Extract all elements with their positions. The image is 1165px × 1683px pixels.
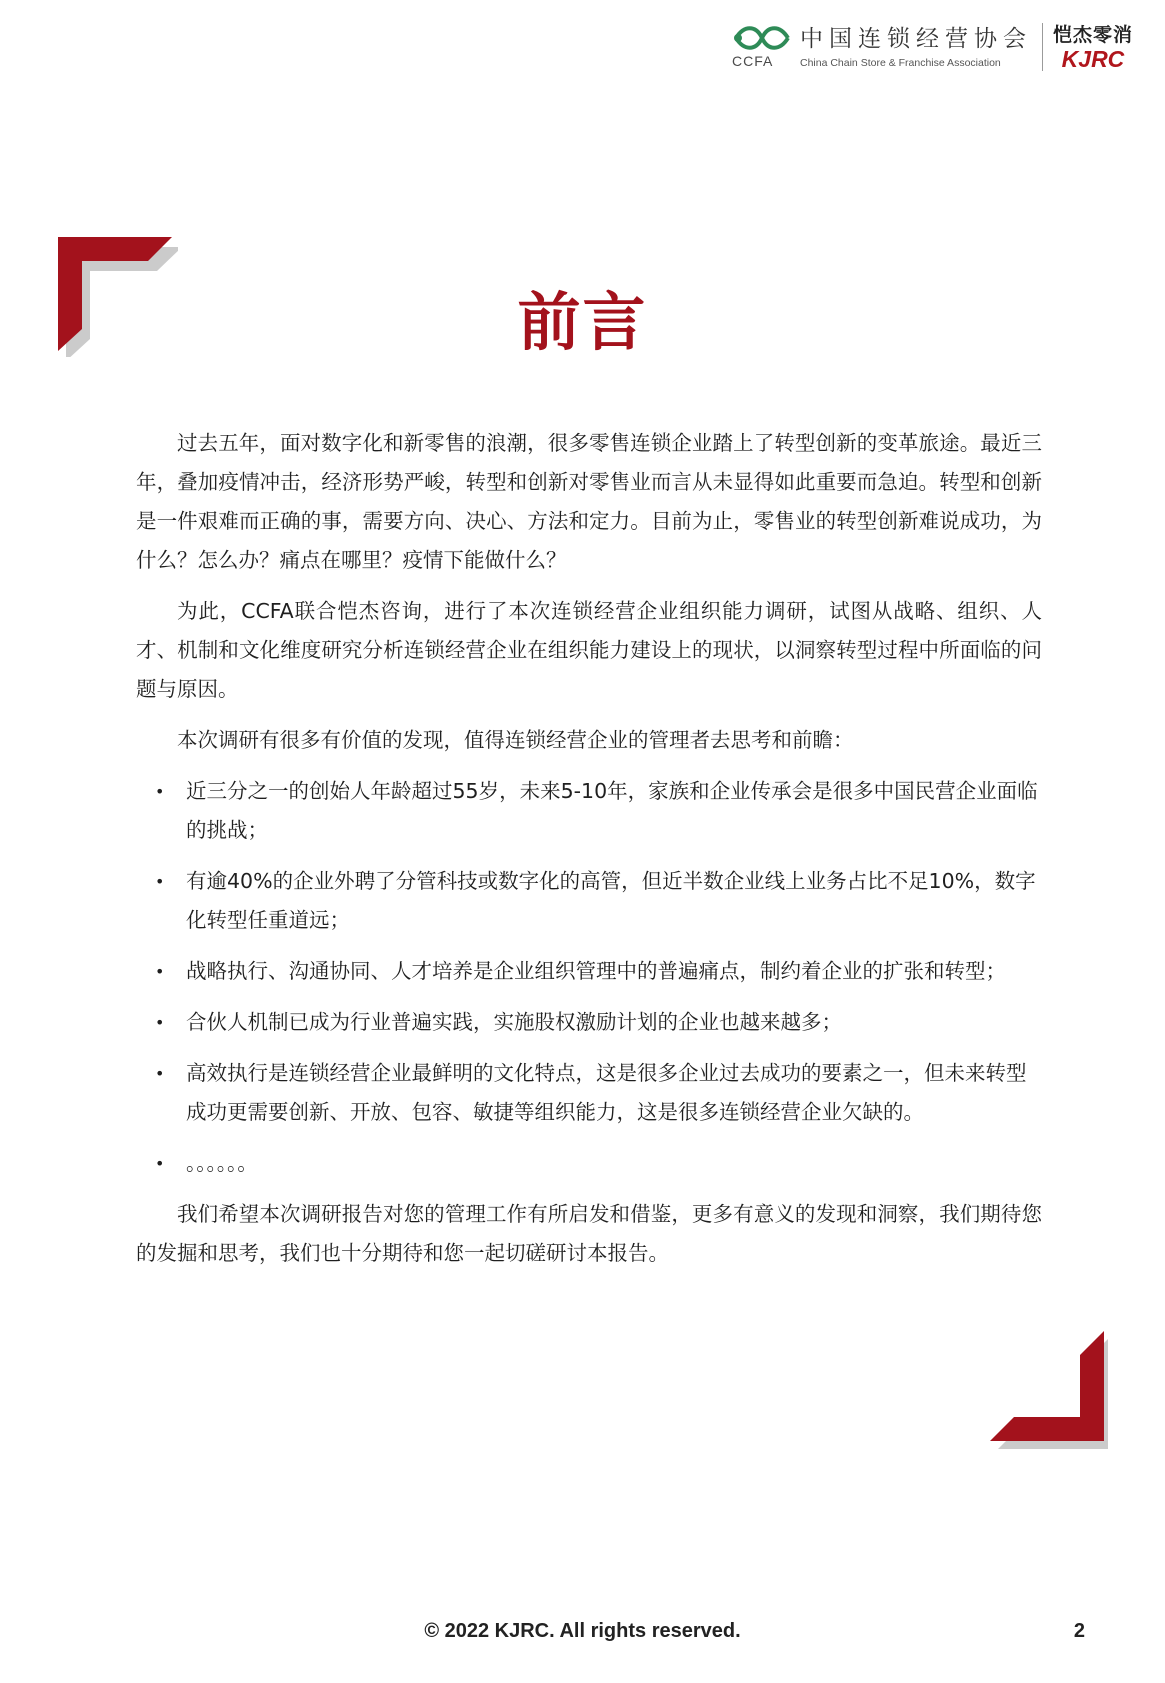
bullet-icon: • [155, 1154, 165, 1173]
logo-divider [1042, 23, 1043, 71]
list-item [136, 862, 1042, 940]
ccfa-name-cn: 中国连锁经营协会 [799, 26, 1032, 52]
ccfa-logo [730, 21, 794, 73]
findings-list [136, 772, 1042, 1183]
list-item [136, 772, 1042, 850]
list-item-text: 。。。。。。 [186, 1151, 258, 1175]
ccfa-emblem-icon [730, 21, 794, 55]
list-item [136, 952, 1042, 991]
closing-paragraph: 我们希望本次调研报告对您的管理工作有所启发和借鉴，更多有意义的发现和洞察，我们期待您的发掘和思考，我们也十分期待和您一起切磋研讨本报告。 [136, 1202, 1042, 1265]
ccfa-abbr: CCFA [731, 53, 774, 69]
intro-paragraph-1: 过去五年，面对数字化和新零售的浪潮，很多零售连锁企业踏上了转型创新的变革旅途。最近三年，叠加疫情冲击，经济形势严峻，转型和创新对零售业而言从未显得如此重要而急迫。转型和创新是一件艰难而正确的事，需要方向、决心、方法和定力。目前为止，零售业的转型创新难说成功，为什么？怎么办？痛点在哪里？疫情下能做什么？ [136, 431, 1042, 572]
page-title: 前言 [517, 286, 648, 359]
bullet-icon: • [155, 1013, 165, 1032]
bullet-icon: • [155, 782, 165, 801]
footer-copyright: © 2022 KJRC. All rights reserved. [424, 1620, 741, 1642]
list-item-text: 战略执行、沟通协同、人才培养是企业组织管理中的普遍痛点，制约着企业的扩张和转型； [186, 959, 1006, 983]
list-item-text: 近三分之一的创始人年龄超过55岁，未来5-10年，家族和企业传承会是很多中国民营企业面临的挑战； [186, 779, 1038, 842]
bullet-icon: • [155, 1064, 165, 1083]
kjrc-logo [1053, 23, 1133, 71]
kjrc-abbr: KJRC [1061, 46, 1125, 72]
corner-bracket-bottom-right [988, 1331, 1108, 1451]
intro-paragraph-2: 为此，CCFA联合恺杰咨询，进行了本次连锁经营企业组织能力调研，试图从战略、组织、人才、机制和文化维度研究分析连锁经营企业在组织能力建设上的现状，以洞察转型过程中所面临的问题与原因。 [136, 599, 1042, 701]
ccfa-name-en: China Chain Store & Franchise Association [799, 57, 1001, 69]
kjrc-name-cn: 恺杰零消 [1052, 24, 1133, 46]
body-text [136, 424, 1042, 1285]
list-item [136, 1054, 1042, 1132]
list-item [136, 1003, 1042, 1042]
bullet-icon: • [155, 962, 165, 981]
list-item [136, 1144, 1042, 1183]
ccfa-names [800, 25, 1032, 69]
header-logos [730, 18, 1133, 76]
list-item-text: 合伙人机制已成为行业普遍实践，实施股权激励计划的企业也越来越多； [186, 1010, 842, 1034]
page-number: 2 [1073, 1620, 1085, 1642]
list-item-text: 高效执行是连锁经营企业最鲜明的文化特点，这是很多企业过去成功的要素之一，但未来转型成功更需要创新、开放、包容、敏捷等组织能力，这是很多连锁经营企业欠缺的。 [186, 1061, 1027, 1124]
list-item-text: 有逾40%的企业外聘了分管科技或数字化的高管，但近半数企业线上业务占比不足10%，数字化转型任重道远； [186, 869, 1036, 932]
bullet-icon: • [155, 872, 165, 891]
intro-paragraph-3: 本次调研有很多有价值的发现，值得连锁经营企业的管理者去思考和前瞻： [177, 728, 854, 752]
